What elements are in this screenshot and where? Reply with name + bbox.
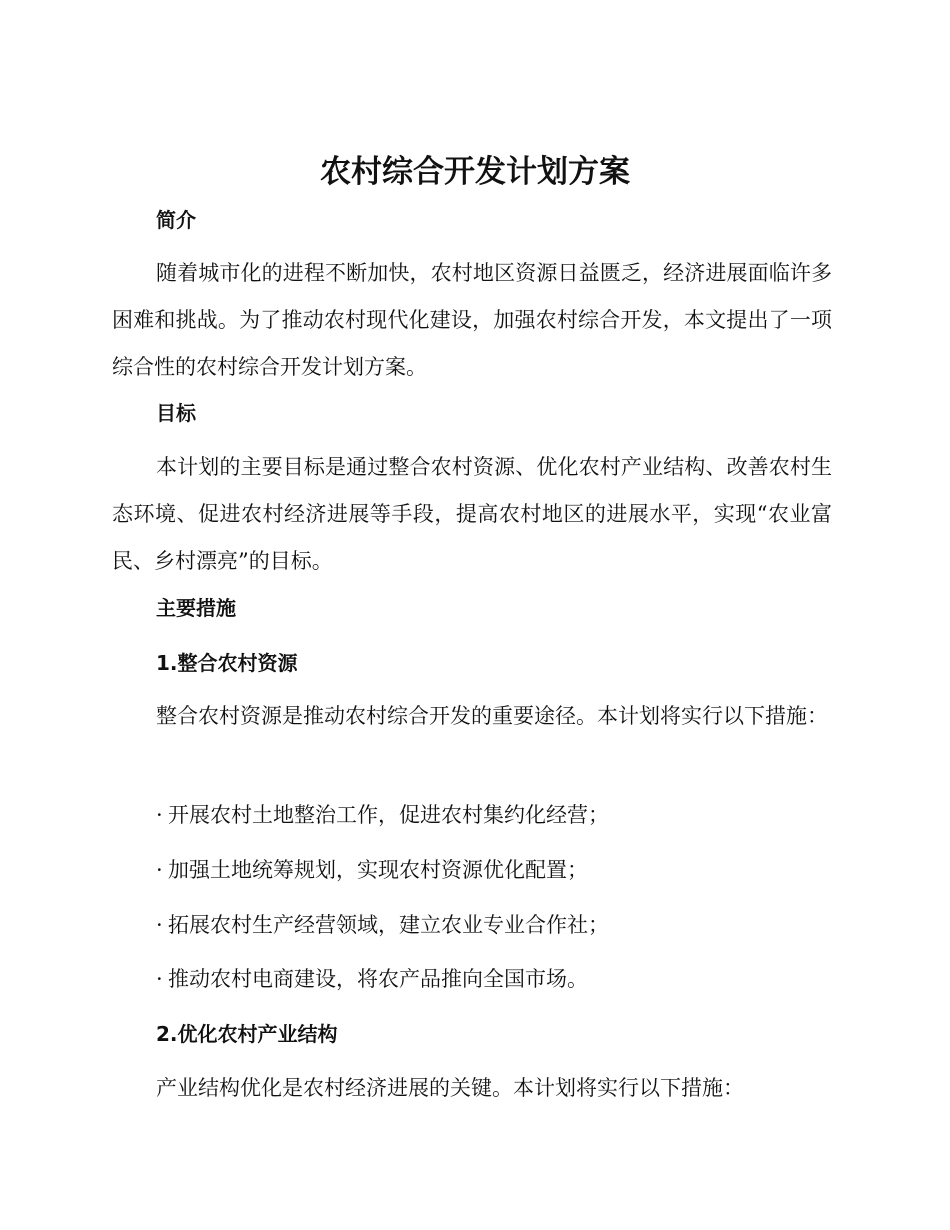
list-item-text: 拓展农村生产经营领域，建立农业专业合作社； — [168, 913, 609, 937]
bullet-dot: · — [156, 967, 163, 991]
paragraph-integrate-resources: 整合农村资源是推动农村综合开发的重要途径。本计划将实行以下措施： — [156, 704, 828, 728]
section-heading-goal: 目标 — [156, 401, 196, 425]
section-heading-measures: 主要措施 — [156, 596, 236, 620]
paragraph-optimize-industry: 产业结构优化是农村经济进展的关键。本计划将实行以下措施： — [156, 1076, 744, 1100]
paragraph-intro: 随着城市化的进程不断加快，农村地区资源日益匮乏，经济进展面临许多困难和挑战。为了推动农村现代化建设，加强农村综合开发，本文提出了一项综合性的农村综合开发计划方案。 — [112, 261, 832, 379]
list-item — [156, 964, 588, 994]
bullet-dot: · — [156, 913, 163, 937]
list-item-text: 加强土地统筹规划，实现农村资源优化配置； — [168, 858, 588, 882]
list-item — [156, 855, 588, 885]
list-item — [156, 910, 609, 940]
list-item-text: 推动农村电商建设，将农产品推向全国市场。 — [168, 967, 588, 991]
list-item — [156, 800, 609, 830]
list-item-text: 开展农村土地整治工作，促进农村集约化经营； — [168, 803, 609, 827]
document-title: 农村综合开发计划方案 — [320, 154, 630, 190]
bullet-dot: · — [156, 803, 163, 827]
subsection-heading-optimize-industry: 2.优化农村产业结构 — [156, 1022, 338, 1046]
paragraph-goal: 本计划的主要目标是通过整合农村资源、优化农村产业结构、改善农村生态环境、促进农村经济进展等手段，提高农村地区的进展水平，实现“农业富民、乡村漂亮”的目标。 — [112, 455, 832, 573]
section-heading-intro: 简介 — [156, 208, 196, 232]
bullet-dot: · — [156, 858, 163, 882]
subsection-heading-integrate-resources: 1.整合农村资源 — [156, 651, 298, 675]
